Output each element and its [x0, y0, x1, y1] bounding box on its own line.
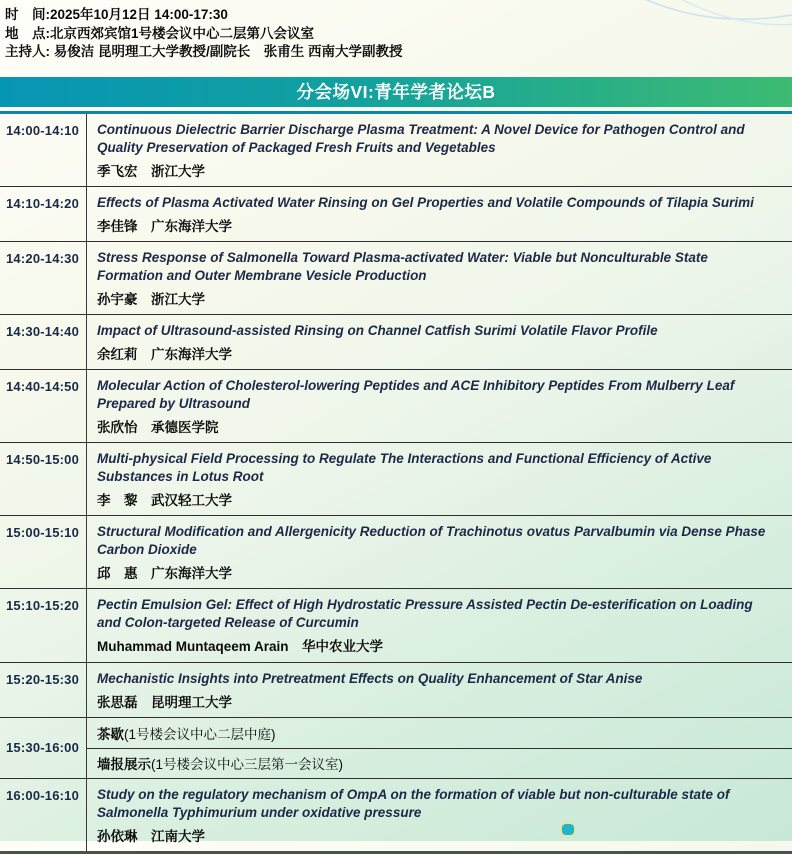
break-location: (1号楼会议中心二层中庭): [124, 726, 276, 742]
schedule-row: [0, 315, 792, 370]
break-item-tea: [87, 718, 792, 748]
break-item-poster: [87, 748, 792, 778]
meta-host: 主持人: 易俊洁 昆明理工大学教授/副院长 张甫生 西南大学副教授: [5, 44, 403, 59]
time-cell: 14:40-14:50: [0, 370, 87, 442]
break-location: (1号楼会议中心三层第一会议室): [151, 757, 343, 772]
talk-title: Molecular Action of Cholesterol-lowering Peptides and ACE Inhibitory Peptides From Mulberry Leaf Prepared by Ultrasound: [97, 377, 735, 411]
time-cell: 15:20-15:30: [0, 663, 87, 717]
talk-speaker: 李佳锋 广东海洋大学: [97, 218, 232, 234]
talk-speaker: 孙依琳 江南大学: [97, 828, 205, 844]
break-label: 墙报展示: [97, 757, 151, 772]
table-resize-handle[interactable]: [562, 824, 574, 835]
talk-speaker: Muhammad Muntaqeem Arain 华中农业大学: [97, 638, 384, 654]
schedule-row: [0, 589, 792, 663]
talk-cell: [87, 663, 792, 717]
talk-speaker: 邱 惠 广东海洋大学: [97, 565, 232, 581]
break-label: 茶歇: [97, 726, 124, 742]
talk-cell: [87, 516, 792, 588]
talk-speaker: 余红莉 广东海洋大学: [97, 346, 232, 362]
schedule-row: [0, 516, 792, 589]
talk-cell: [87, 242, 792, 314]
time-cell: 14:50-15:00: [0, 443, 87, 515]
schedule-row: [0, 443, 792, 516]
talk-title: Effects of Plasma Activated Water Rinsing on Gel Properties and Volatile Compounds of Tilapia Surimi: [97, 194, 754, 210]
time-cell: 14:10-14:20: [0, 187, 87, 241]
schedule-row: [0, 370, 792, 443]
schedule-row-break: [0, 718, 792, 779]
talk-title: Pectin Emulsion Gel: Effect of High Hydrostatic Pressure Assisted Pectin De-esterification on Loading and Colon-targeted Release of Curcumin: [97, 596, 753, 630]
schedule-row: [0, 242, 792, 315]
talk-speaker: 李 黎 武汉轻工大学: [97, 492, 232, 508]
talk-title: Mechanistic Insights into Pretreatment Effects on Quality Enhancement of Star Anise: [97, 670, 643, 686]
talk-cell: [87, 370, 792, 442]
schedule-row: [0, 114, 792, 187]
talk-speaker: 张欣怡 承德医学院: [97, 419, 219, 435]
break-cell: [87, 718, 792, 778]
talk-cell: [87, 589, 792, 662]
time-cell: 15:10-15:20: [0, 589, 87, 662]
meta-venue: 地 点:北京西郊宾馆1号楼会议中心二层第八会议室: [5, 25, 315, 41]
talk-title: Impact of Ultrasound-assisted Rinsing on Channel Catfish Surimi Volatile Flavor Profile: [97, 322, 658, 338]
schedule-row: [0, 663, 792, 718]
talk-title: Study on the regulatory mechanism of OmpA on the formation of viable but non-culturable state of Salmonella Typhimurium under oxidative pressure: [97, 786, 730, 820]
session-banner: [0, 77, 792, 107]
talk-title: Structural Modification and Allergenicity Reduction of Trachinotus ovatus Parvalbumin via Dense Phase Carbon Dioxide: [97, 523, 766, 557]
time-cell: 14:20-14:30: [0, 242, 87, 314]
time-cell: 15:00-15:10: [0, 516, 87, 588]
talk-speaker: 张思磊 昆明理工大学: [97, 694, 232, 710]
talk-title: Stress Response of Salmonella Toward Plasma-activated Water: Viable but Nonculturable State Formation and Outer Membrane Vesicle Production: [97, 249, 708, 283]
time-cell: 14:30-14:40: [0, 315, 87, 369]
talk-cell: [87, 779, 792, 851]
schedule-table: [0, 111, 792, 854]
header-meta: [0, 0, 792, 62]
session-title: 分会场VI:青年学者论坛B: [296, 82, 496, 102]
schedule-row: [0, 187, 792, 242]
talk-cell: [87, 187, 792, 241]
schedule-row: [0, 779, 792, 851]
time-cell: 16:00-16:10: [0, 779, 87, 851]
time-cell: 14:00-14:10: [0, 114, 87, 186]
talk-title: Multi-physical Field Processing to Regulate The Interactions and Functional Efficiency of Active Substances in Lotus Root: [97, 450, 712, 484]
talk-cell: [87, 443, 792, 515]
talk-speaker: 孙宇豪 浙江大学: [97, 291, 205, 307]
talk-cell: [87, 114, 792, 186]
talk-title: Continuous Dielectric Barrier Discharge Plasma Treatment: A Novel Device for Pathogen Control and Quality Preservation of Packaged Fresh Fruits and Vegetables: [97, 121, 745, 155]
meta-time: 时 间:2025年10月12日 14:00-17:30: [5, 7, 228, 22]
time-cell: 15:30-16:00: [0, 718, 87, 778]
talk-speaker: 季飞宏 浙江大学: [97, 163, 205, 179]
talk-cell: [87, 315, 792, 369]
